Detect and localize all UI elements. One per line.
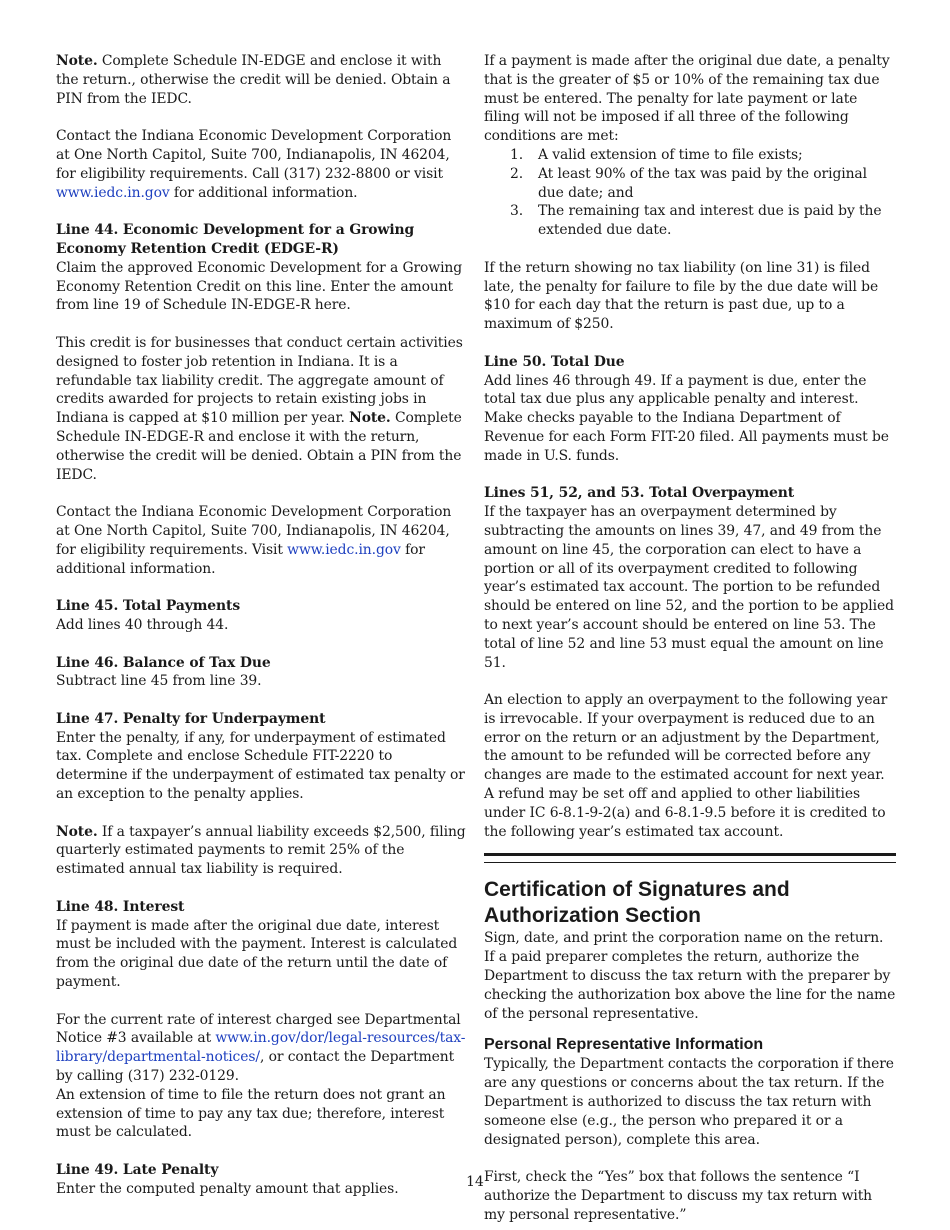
conditions-list [484,146,896,240]
line48-body: If payment is made after the original due date, interest must be included with the payment. Interest is calculated from the original due date of the return until the date of payment. [56,917,458,991]
line49-body: Enter the computed penalty amount that applies. [56,1180,399,1197]
line45-body: Add lines 40 through 44. [56,616,229,633]
line48-heading: Line 48. Interest [56,898,185,915]
line51-heading: Lines 51, 52, and 53. Total Overpayment [484,485,795,502]
line47-heading: Line 47. Penalty for Underpayment [56,710,326,727]
iedc-link[interactable]: www.iedc.in.gov [56,184,170,201]
first-check-paragraph: First, check the “Yes” box that follows the sentence “I authorize the Department to discuss my tax return with my personal representative.” [484,1169,873,1223]
note-estimated-payments: Note. If a taxpayer’s annual liability exceeds $2,500, filing quarterly estimated payments to remit 25% of the estimated annual tax liability is required. [56,823,466,878]
list-item: 2. At least 90% of the tax was paid by the original due date; and [510,165,867,201]
contact-iedc-paragraph-2: Contact the Indiana Economic Development Corporation at One North Capitol, Suite 700, Indianapolis, IN 46204, for eligibility requirements. Visit www.iedc.in.gov for additional information. [56,504,452,577]
interest-rate-paragraph: For the current rate of interest charged see Departmental Notice #3 available at www.in.gov/dor/legal-resources/tax-library/departmental-notices/, or contact the Department by calling (317) 232-0129. [56,1011,466,1085]
iedc-link-2[interactable]: www.iedc.in.gov [287,541,401,558]
line50-heading: Line 50. Total Due [484,353,625,370]
list-item: 3. The remaining tax and interest due is paid by the extended due date. [510,203,882,239]
no-liability-paragraph: If the return showing no tax liability (on line 31) is filed late, the penalty for failure to file by the due date will be $10 for each day that the return is past due, up to a maximum of $250. [484,259,879,333]
section-divider [484,853,896,863]
line47-body: Enter the penalty, if any, for underpayment of estimated tax. Complete and enclose Schedule FIT-2220 to determine if the underpayment of estimated tax penalty or an exception to the penalty applies. [56,729,465,803]
certification-body: Sign, date, and print the corporation name on the return. If a paid preparer completes the return, authorize the Department to discuss the tax return with the preparer by checking the authorization box above the line for the name of the personal representative. [484,930,896,1022]
line46-heading: Line 46. Balance of Tax Due [56,654,271,671]
note-edge: Note. Complete Schedule IN-EDGE and enclose it with the return., otherwise the credit will be denied. Obtain a PIN from the IEDC. [56,53,451,107]
left-column [56,52,468,1199]
line44-body: Claim the approved Economic Development for a Growing Economy Retention Credit on this line. Enter the amount from line 19 of Schedule IN-EDGE-R here. [56,259,463,314]
line51-body: If the taxpayer has an overpayment determined by subtracting the amounts on lines 39, 47, and 49 from the amount on line 45, the corporation can elect to have a portion or all of its overpayment credited to following year’s estimated tax account. The portion to be refunded should be entered on line 52, and the portion to be applied to next year’s account should be entered on line 53. The total of line 52 and line 53 must equal the amount on line 51. [484,504,894,671]
late-payment-intro: If a payment is made after the original due date, a penalty that is the greater of $5 or 10% of the remaining tax due must be entered. The penalty for late payment or late filing will not be imposed if all three of the following conditions are met: [484,53,890,145]
extension-paragraph: An extension of time to file the return does not grant an extension of time to pay any tax due; therefore, interest must be calculated. [56,1086,446,1141]
list-item: 1. A valid extension of time to file exists; [510,146,803,163]
departmental-notices-link[interactable]: www.in.gov/dor/legal-resources/tax-library/departmental-notices/ [56,1030,466,1066]
edge-r-paragraph: This credit is for businesses that conduct certain activities designed to foster job retention in Indiana. It is a refundable tax liability credit. The aggregate amount of credits awarded for projects to retain existing jobs in Indiana is capped at $10 million per year. Note. Complete Schedule IN-EDGE-R and enclose it with the return, otherwise the credit will be denied. Obtain a PIN from the IEDC. [56,334,463,483]
line45-heading: Line 45. Total Payments [56,598,241,615]
election-paragraph: An election to apply an overpayment to the following year is irrevocable. If your overpayment is reduced due to an error on the return or an adjustment by the Department, the amount to be refunded will be corrected before any changes are made to the estimated account for next year. A refund may be set off and applied to other liabilities under IC 6-8.1-9-2(a) and 6-8.1-9.5 before it is credited to the following year’s estimated tax account. [484,692,888,840]
personal-rep-body: Typically, the Department contacts the corporation if there are any questions or concerns about the tax return. If the Department is authorized to discuss the tax return with someone else (e.g., the person who prepared it or a designated person), complete this area. [484,1056,894,1148]
line44-heading: Line 44. Economic Development for a Growing Economy Retention Credit (EDGE-R) [56,222,415,257]
page-number: 14 [466,1174,484,1190]
contact-iedc-paragraph: Contact the Indiana Economic Development Corporation at One North Capitol, Suite 700, Indianapolis, IN 46204, for eligibility requirements. Call (317) 232-8800 or visit www.iedc.in.gov for additional information. [56,128,452,201]
line46-body: Subtract line 45 from line 39. [56,673,262,690]
right-column [484,52,896,1225]
line49-heading: Line 49. Late Penalty [56,1162,219,1179]
personal-rep-heading: Personal Representative Information [484,1036,764,1054]
line50-body: Add lines 46 through 49. If a payment is due, enter the total tax due plus any applicable penalty and interest. Make checks payable to the Indiana Department of Revenue for each Form FIT-20 filed. All payments must be made in U.S. funds. [484,372,889,464]
certification-heading: Certification of Signatures and Authorization Section [484,878,790,928]
